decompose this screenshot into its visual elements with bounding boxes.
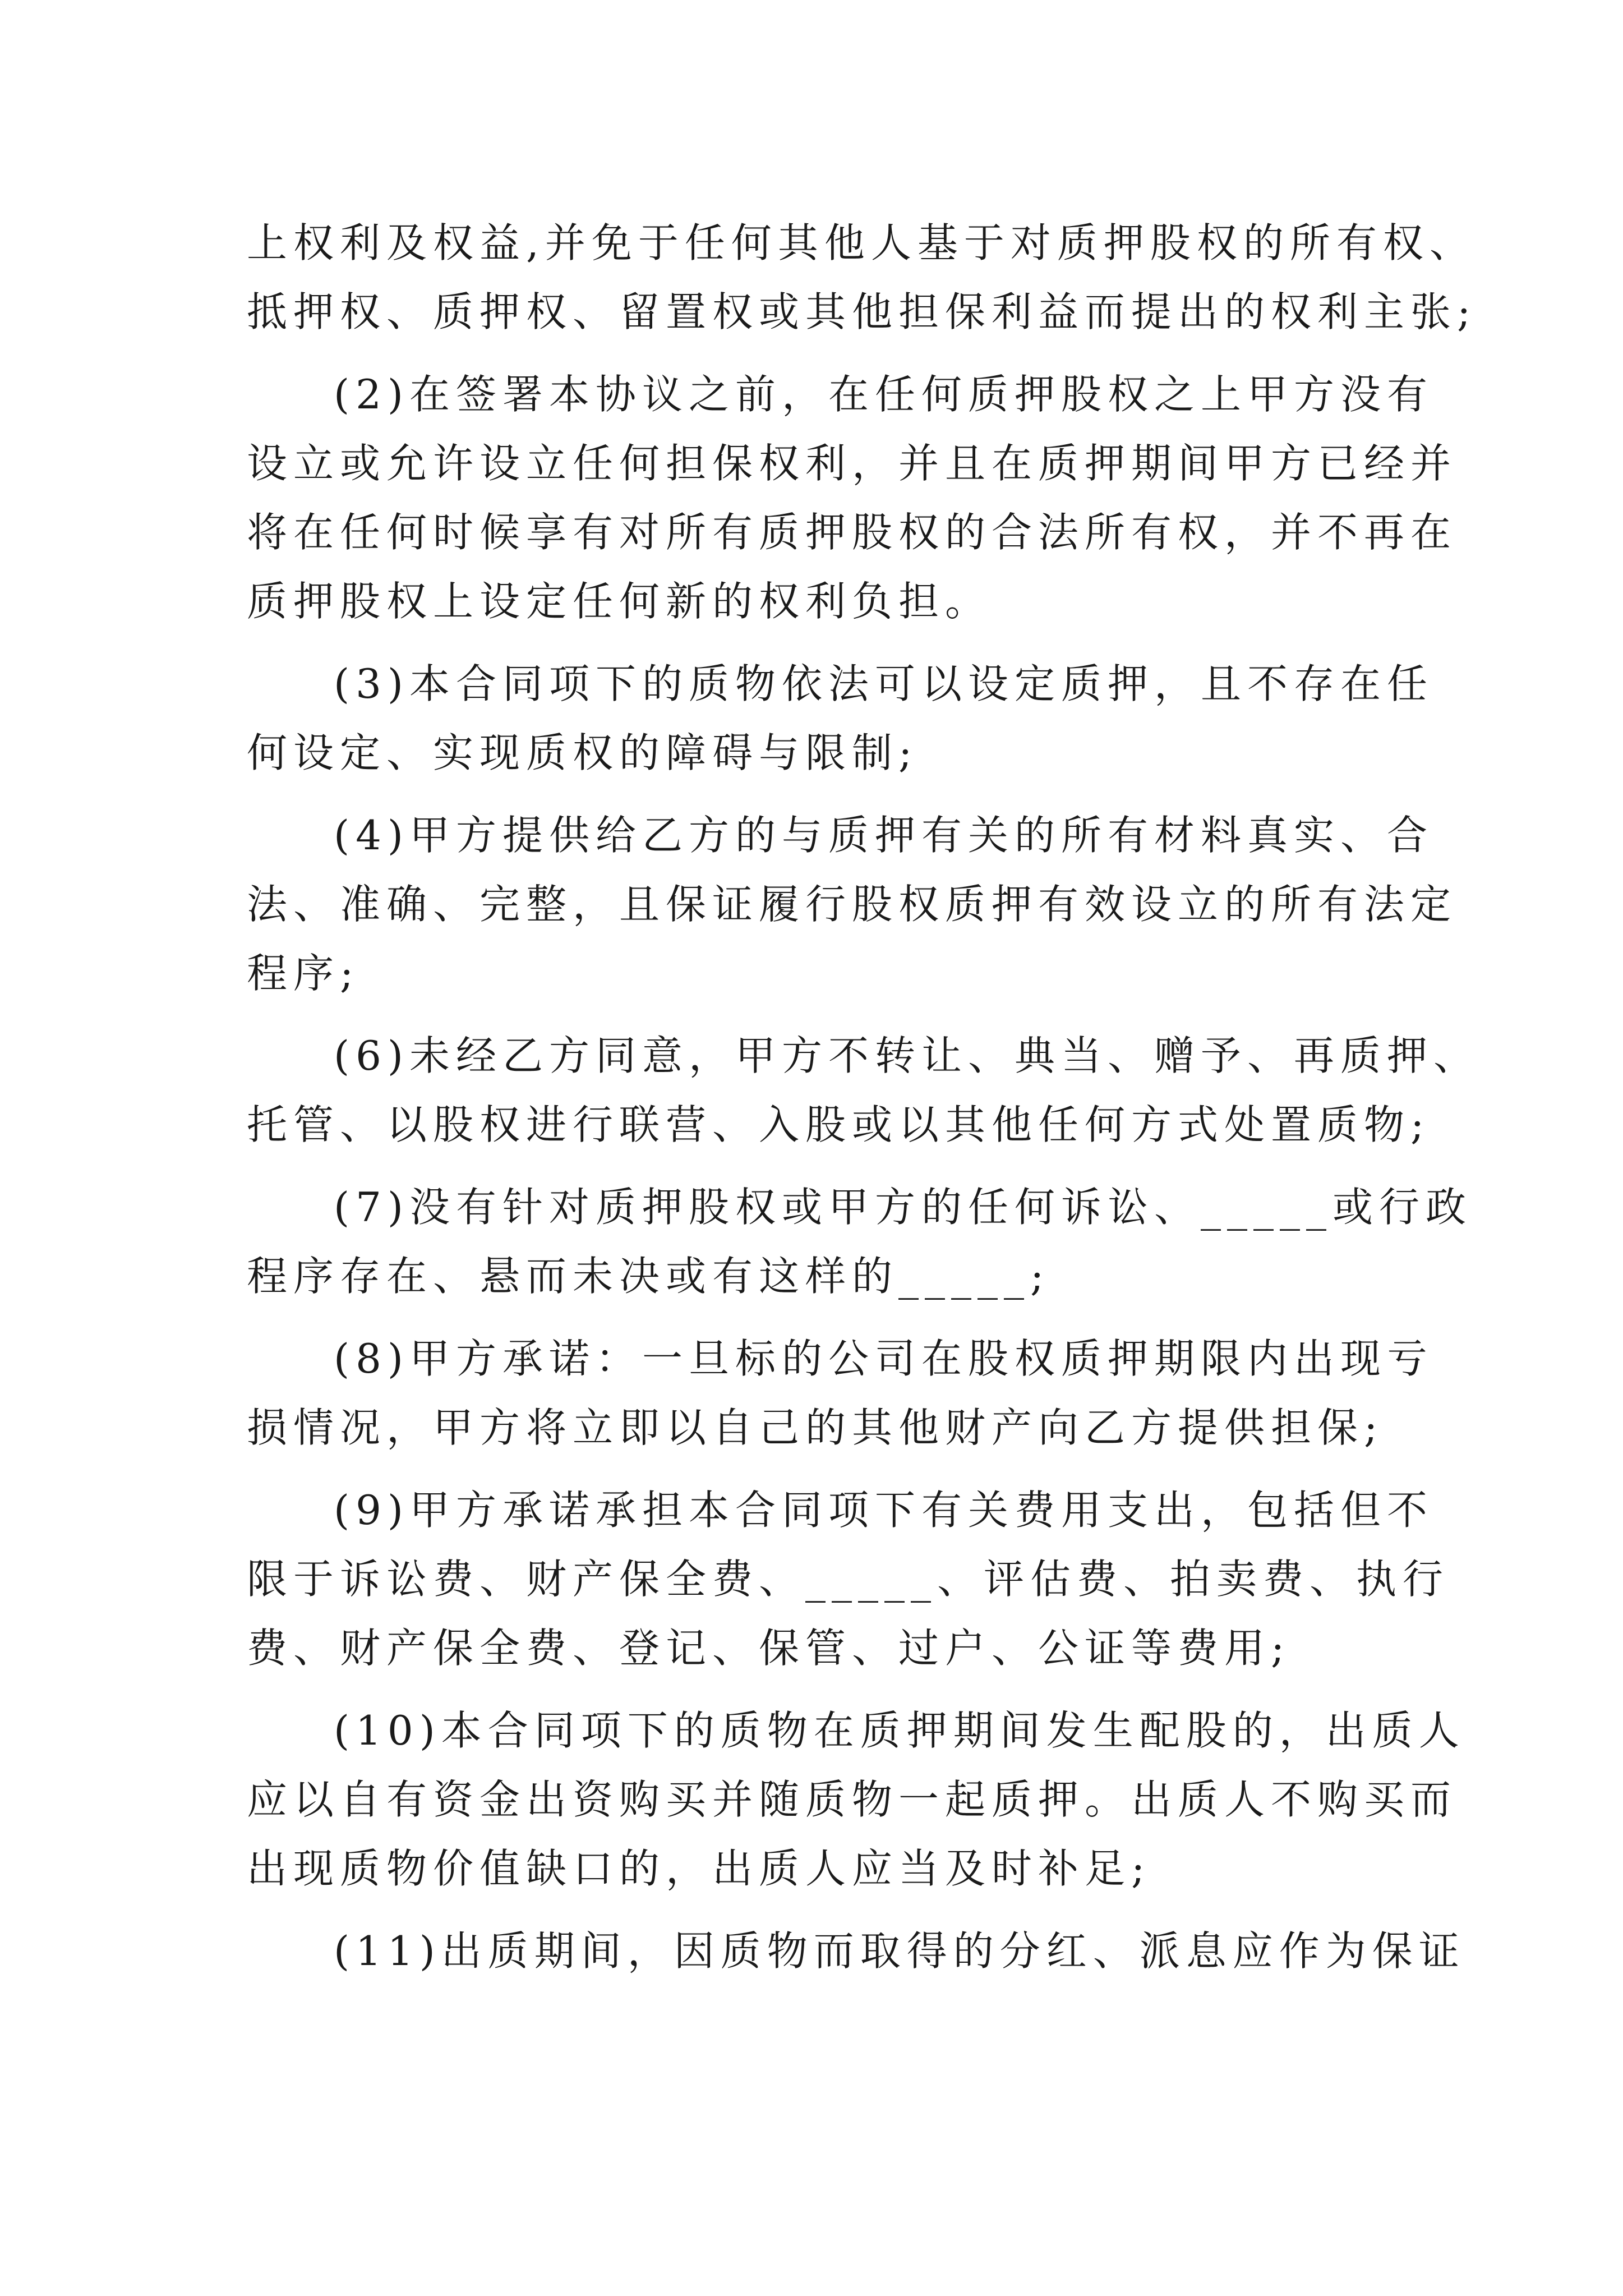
text-line: 质押股权上设定任何新的权利负担。 [247,578,992,625]
paragraph-continuation [247,209,1477,347]
text-line: 何设定、实现质权的障碍与限制; [247,729,919,776]
text-line: 应以自有资金出资购买并随质物一起质押。出质人不购买而 [247,1776,1458,1823]
text-line: 损情况，甲方将立即以自己的其他财产向乙方提供担保; [247,1404,1384,1451]
text-line: 出现质物价值缺口的，出质人应当及时补足; [247,1845,1151,1892]
text-line: 费、财产保全费、登记、保管、过户、公证等费用; [247,1625,1291,1672]
paragraph-item-4 [247,801,1458,1008]
text-line: (4)甲方提供给乙方的与质押有关的所有材料真实、合 [334,812,1433,859]
text-line: 设立或允许设立任何担保权利，并且在质押期间甲方已经并 [247,440,1458,487]
text-line: (6)未经乙方同意，甲方不转让、典当、赠予、再质押、 [334,1032,1480,1079]
text-line: (8)甲方承诺：一旦标的公司在股权质押期限内出现亏 [334,1335,1433,1382]
paragraph-item-11 [247,1917,1465,1986]
text-line: 程序存在、悬而未决或有这样的_____; [247,1253,1050,1300]
paragraph-item-8 [247,1324,1441,1462]
text-line: 上权利及权益,并免于任何其他人基于对质押股权的所有权、 [247,219,1476,266]
document-body [247,209,1480,1986]
paragraph-item-3 [247,650,1441,788]
text-line: (9)甲方承诺承担本合同项下有关费用支出，包括但不 [334,1487,1433,1534]
text-line: 将在任何时候享有对所有质押股权的合法所有权，并不再在 [247,509,1458,556]
text-line: 法、准确、完整，且保证履行股权质押有效设立的所有法定 [247,881,1458,928]
paragraph-item-10 [247,1696,1465,1903]
paragraph-item-2 [247,360,1458,636]
text-line: 托管、以股权进行联营、入股或以其他任何方式处置质物; [247,1101,1431,1148]
text-line: (11)出质期间，因质物而取得的分红、派息应作为保证 [334,1927,1465,1975]
paragraph-item-9 [247,1476,1450,1683]
text-line: 限于诉讼费、财产保全费、_____、评估费、拍卖费、执行 [247,1556,1450,1603]
text-line: (7)没有针对质押股权或甲方的任何诉讼、_____或行政 [334,1184,1472,1231]
paragraph-item-6 [247,1022,1480,1159]
paragraph-item-7 [247,1173,1472,1311]
text-line: 抵押权、质押权、留置权或其他担保利益而提出的权利主张; [247,288,1477,335]
text-line: (10)本合同项下的质物在质押期间发生配股的，出质人 [334,1707,1465,1754]
text-line: 程序; [247,950,360,997]
text-line: (2)在签署本协议之前，在任何质押股权之上甲方没有 [334,371,1433,418]
text-line: (3)本合同项下的质物依法可以设定质押，且不存在任 [334,660,1433,707]
